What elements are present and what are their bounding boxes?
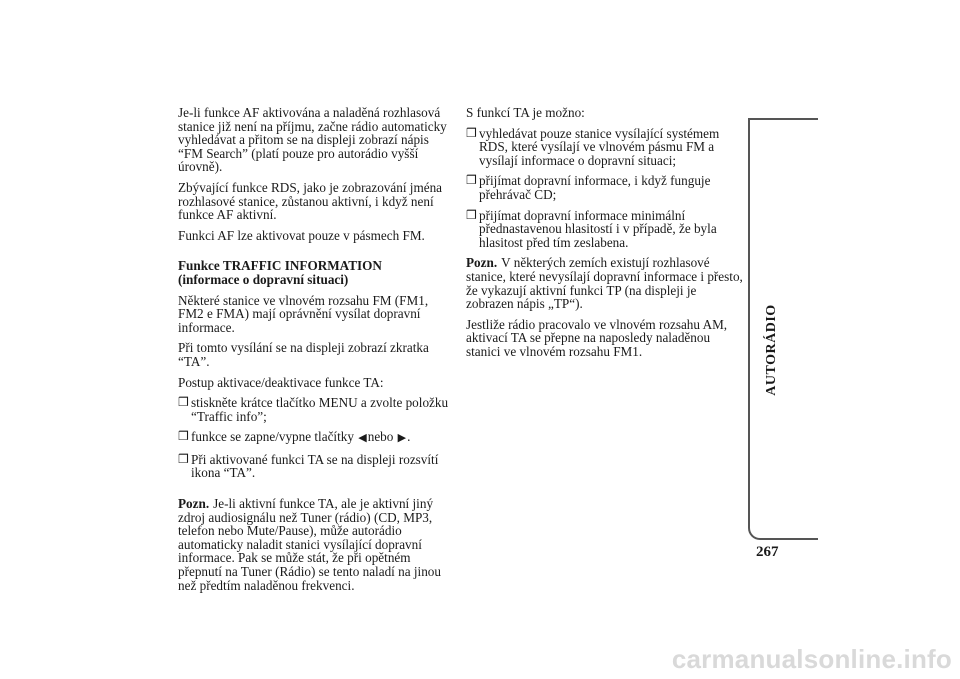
watermark: carmanualsonline.info — [671, 644, 952, 674]
list-item — [466, 127, 744, 168]
checkbox-bullet-icon: ❒ — [466, 125, 477, 140]
list-item-text: vyhledávat pouze stanice vysílající systémem RDS, které vysílají ve vlnovém pásmu FM a vysílají informace o dopravní situaci; — [479, 125, 720, 168]
arrow-left-icon: ◀ — [358, 432, 367, 445]
list-item-text: nebo — [367, 429, 394, 445]
list-item — [466, 209, 744, 250]
section-side-label-text: AUTORÁDIO — [764, 304, 779, 396]
list-item-text: funkce se zapne/vypne tlačítky — [191, 429, 354, 445]
checkbox-bullet-icon: ❒ — [466, 173, 477, 188]
note-paragraph — [178, 497, 454, 592]
list-item — [178, 396, 454, 423]
checkbox-bullet-icon: ❒ — [178, 395, 189, 410]
note-text: V některých zemích existují rozhlasové stanice, které nevysílají dopravní informace i přesto, že vykazují aktivní funkci TP (na displeji je zobrazen nápis „TP“). — [466, 255, 743, 312]
list-item-text: přijímat dopravní informace minimální přednastavenou hlasitostí i v případě, že byla hlasitost před tím zeslabena. — [479, 207, 717, 250]
side-tab-border — [748, 118, 818, 540]
checkbox-bullet-icon: ❒ — [466, 207, 477, 222]
paragraph-ta-intro: S funkcí TA je možno: — [466, 105, 585, 120]
list-item — [178, 453, 454, 480]
list-item-text: přijímat dopravní informace, i když funguje přehrávač CD; — [479, 173, 711, 202]
left-column — [178, 106, 454, 599]
note-lead: Pozn. — [466, 255, 498, 271]
paragraph-af-fm-only: Funkci AF lze aktivovat pouze v pásmech FM. — [178, 227, 425, 243]
arrow-right-icon: ▶ — [397, 432, 407, 445]
checkbox-bullet-icon: ❒ — [178, 451, 189, 466]
list-item-text: Při aktivované funkci TA se na displeji rozsvítí ikona “TA”. — [191, 451, 439, 481]
paragraph-am-switch: Jestliže rádio pracovalo ve vlnovém rozsahu AM, aktivací TA se přepne na naposledy naladěnou stanici ve vlnovém rozsahu FM1. — [466, 316, 728, 359]
paragraph-af-search: Je-li funkce AF aktivována a naladěná rozhlasová stanice již není na příjmu, začne rádio automaticky vyhledávat a přitom se na displeji zobrazí nápis “FM Search” (platí pouze pro autorádio vyšší úrovně). — [178, 105, 447, 175]
note-lead: Pozn. — [178, 496, 210, 512]
paragraph-rds-functions: Zbývající funkce RDS, jako je zobrazování jména rozhlasové stanice, zůstanou aktivní, i když není funkce AF aktivní. — [178, 179, 443, 223]
list-item-text: . — [407, 429, 411, 445]
right-column — [466, 106, 744, 366]
checkbox-bullet-icon: ❒ — [178, 429, 189, 444]
list-item-text: stiskněte krátce tlačítko MENU a zvolte položku “Traffic info”; — [191, 395, 449, 424]
paragraph-ta-display: Při tomto vysílání se na displeji zobrazí zkratka “TA”. — [178, 340, 429, 369]
page-number: 267 — [756, 544, 779, 560]
paragraph-fm-stations: Některé stanice ve vlnovém rozsahu FM (FM1, FM2 e FMA) mají oprávnění vysílat dopravní informace. — [178, 292, 429, 335]
section-side-label — [762, 290, 782, 410]
note-paragraph — [466, 256, 744, 310]
paragraph-ta-procedure: Postup aktivace/deaktivace funkce TA: — [178, 374, 384, 390]
list-item — [466, 174, 744, 201]
list-item — [178, 430, 454, 446]
section-subheading: (informace o dopravní situaci) — [178, 271, 349, 287]
section-heading: Funkce TRAFFIC INFORMATION — [178, 258, 382, 274]
note-text: Je-li aktivní funkce TA, ale je aktivní jiný zdroj audiosignálu než Tuner (rádio) (CD, MP3, telefon nebo Mute/Pause), může autorádio automaticky naladit stanici vysílající dopravní informace. Pak se může stát, že při opětném přepnutí na Tuner (Rádio) se tento naladí na jinou než předtím naladěnou frekvenci. — [178, 496, 441, 593]
